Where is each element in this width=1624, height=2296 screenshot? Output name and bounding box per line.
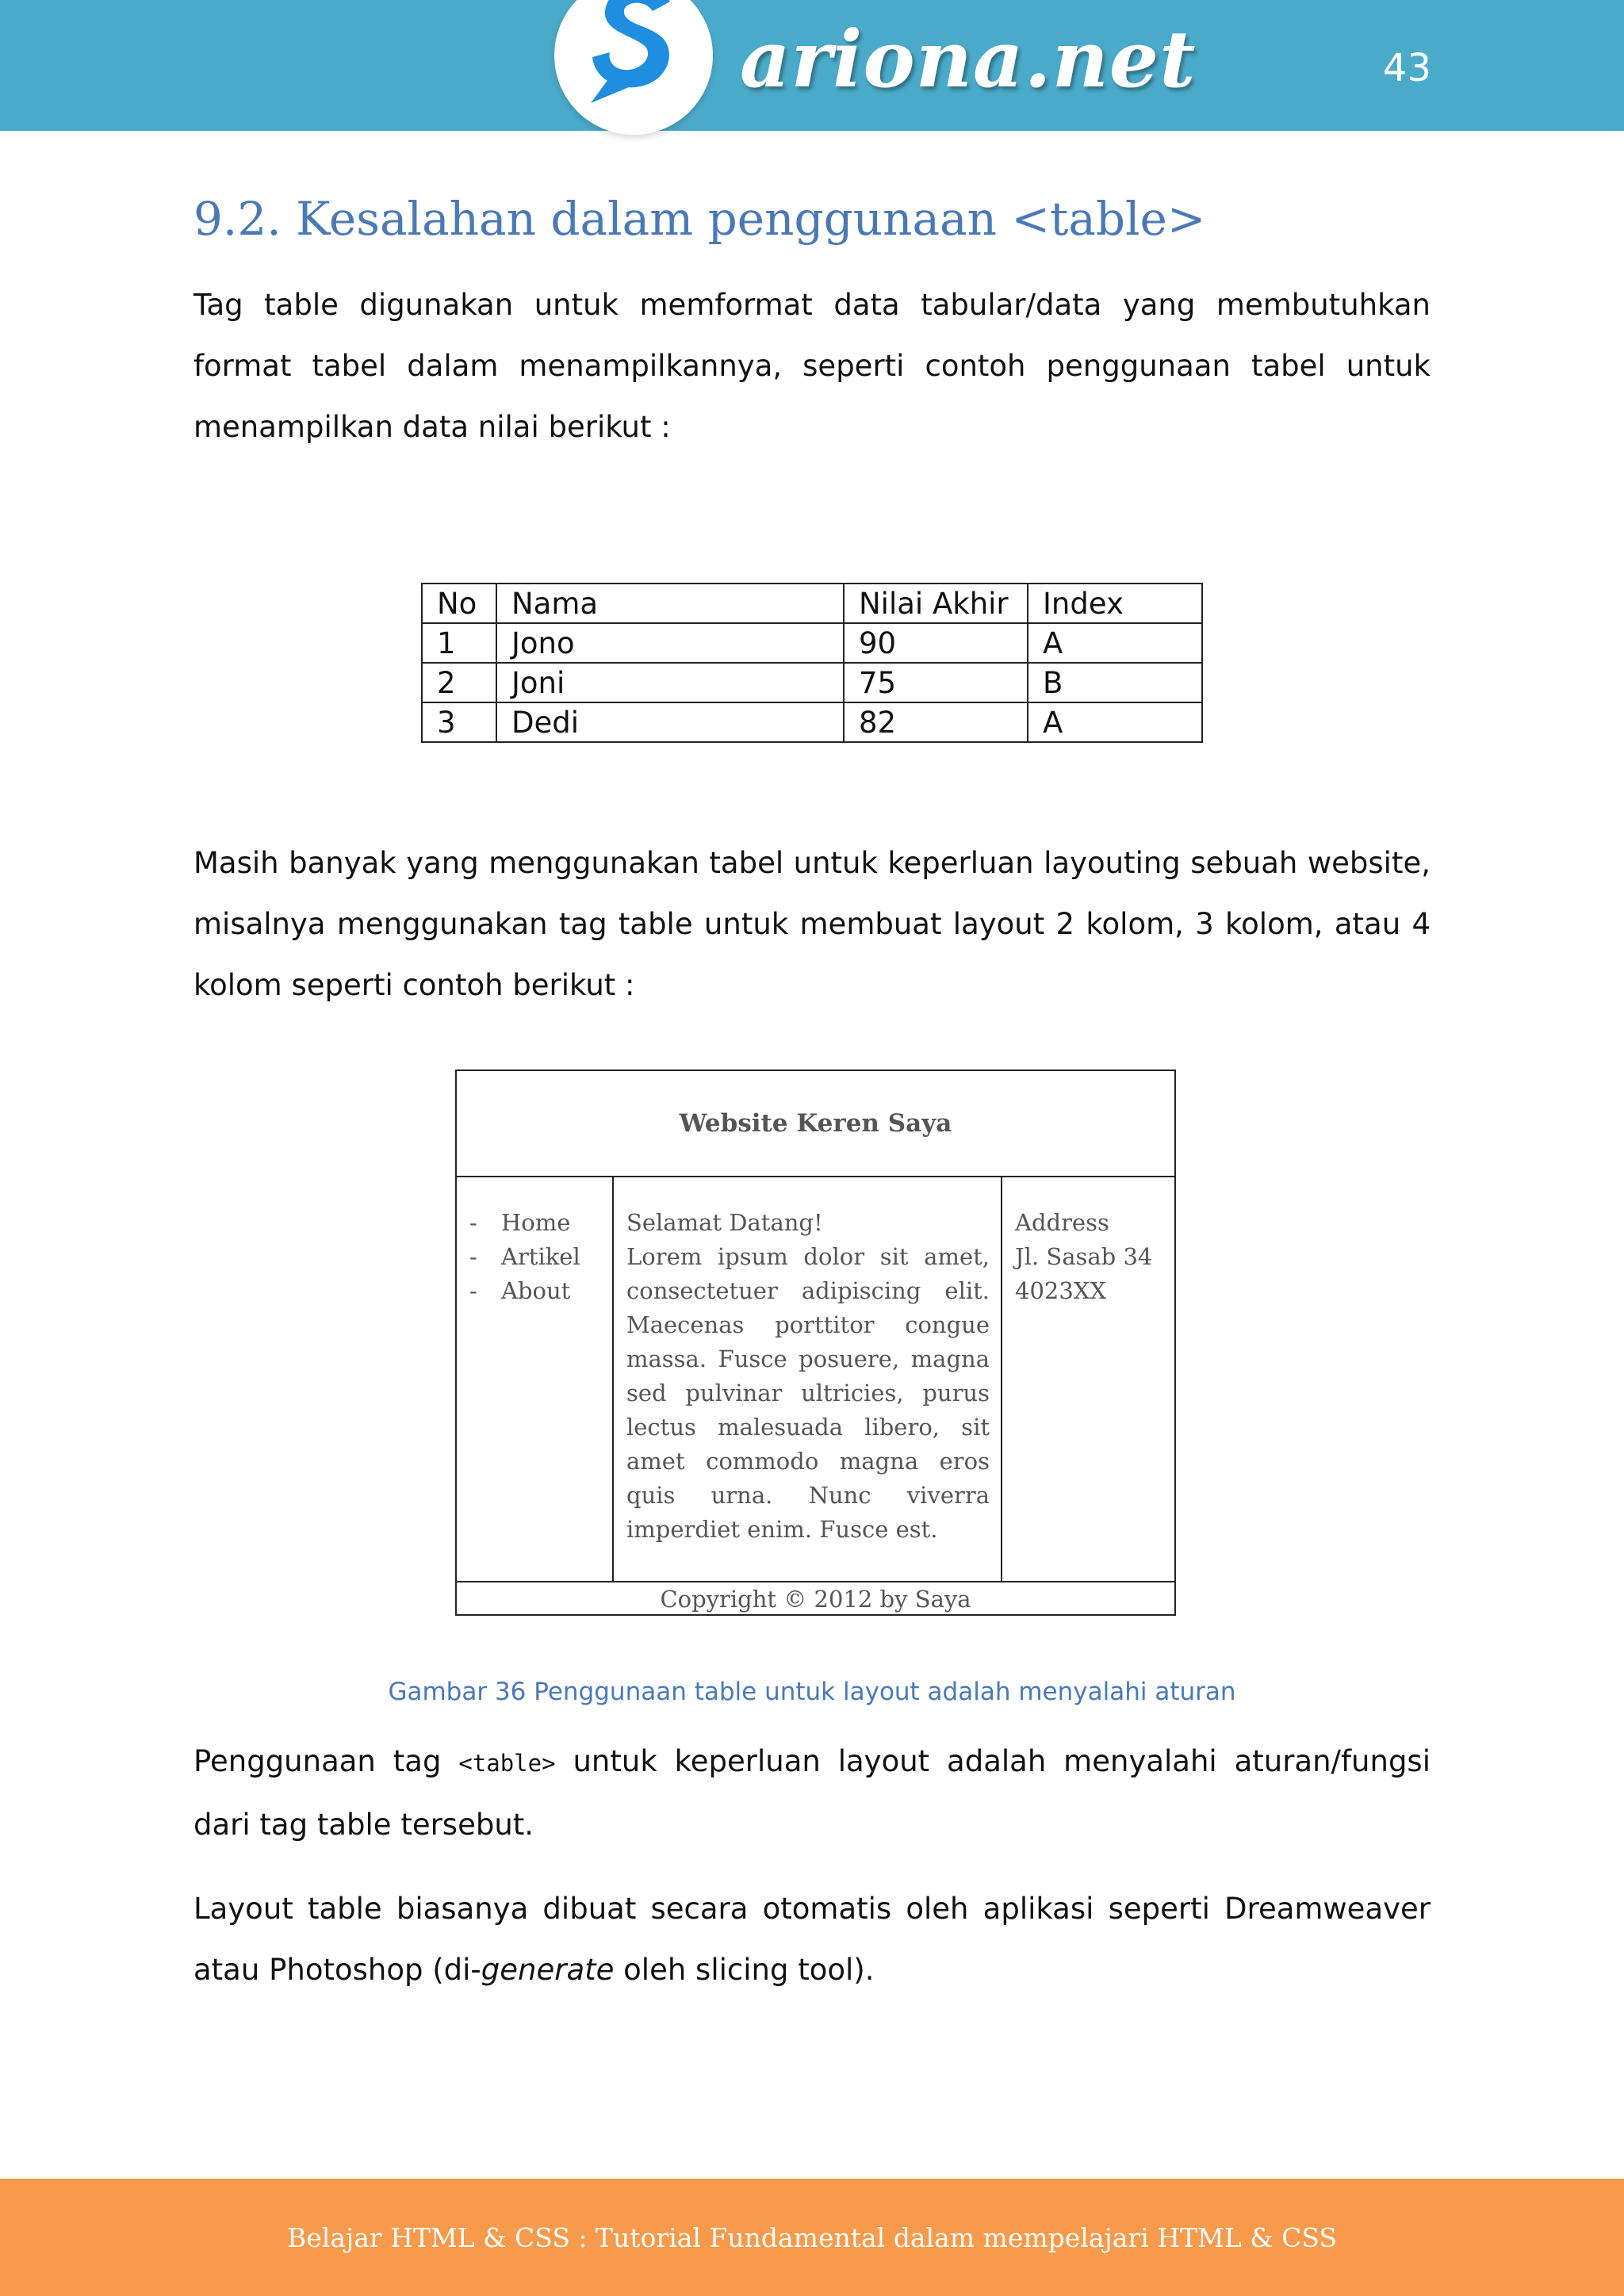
grades-table (421, 583, 1203, 743)
nav-label: About (501, 1277, 571, 1304)
nav-label: Home (501, 1209, 571, 1236)
generated-text-before: Layout table biasanya dibuat secara otomatis oleh aplikasi seperti Dreamweaver atau Photoshop (di- (193, 1892, 1431, 1987)
generated-paragraph (193, 1878, 1431, 2000)
figure-body-text: Lorem ipsum dolor sit amet, consectetuer adipiscing elit. Maecenas porttitor congue massa. Fusce posuere, magna sed pulvinar ultricies, purus lectus malesuada libero, sit amet commodo magna eros quis urna. Nunc viverra imperdiet enim. Fusce est. (626, 1243, 990, 1543)
page-number: 43 (1382, 46, 1431, 90)
generated-text-after: oleh slicing tool). (614, 1953, 875, 1987)
figure-nav-item (469, 1206, 612, 1240)
nav-dash: - (469, 1277, 477, 1304)
figure-nav-column (457, 1177, 614, 1581)
misuse-text-before: Penggunaan tag (193, 1744, 459, 1778)
figure-address-column (1002, 1177, 1174, 1581)
inline-code: <table> (458, 1750, 556, 1777)
table-cell: 75 (844, 663, 1028, 702)
figure-content-column (614, 1177, 1002, 1581)
section-title: 9.2. Kesalahan dalam penggunaan <table> (193, 192, 1206, 246)
column-header: Nama (496, 584, 844, 623)
nav-dash: - (469, 1209, 477, 1236)
figure-copyright: Copyright © 2012 by Saya (457, 1581, 1174, 1616)
figure-address-line: 4023XX (1015, 1277, 1107, 1304)
figure-nav-item (469, 1240, 612, 1274)
site-logo[interactable] (551, 0, 1197, 147)
table-row (422, 663, 1202, 702)
table-layout-figure (455, 1070, 1176, 1616)
table-cell: 1 (422, 623, 496, 663)
table-cell: Dedi (496, 702, 844, 742)
table-cell: A (1028, 623, 1202, 663)
column-header: Index (1028, 584, 1202, 623)
table-cell: 82 (844, 702, 1028, 742)
table-row (422, 702, 1202, 742)
figure-nav-item (469, 1274, 612, 1308)
nav-label: Artikel (501, 1243, 580, 1270)
figure-address-line: Address (1015, 1209, 1109, 1236)
speech-bubble-logo-icon (576, 0, 703, 105)
column-header: No (422, 584, 496, 623)
emphasis-text: generate (481, 1953, 615, 1987)
nav-dash: - (469, 1243, 477, 1270)
figure-site-title: Website Keren Saya (457, 1071, 1174, 1177)
header-bar (0, 0, 1624, 131)
table-cell: 3 (422, 702, 496, 742)
misuse-paragraph (193, 1731, 1431, 1855)
table-cell: A (1028, 702, 1202, 742)
table-cell: 90 (844, 623, 1028, 663)
logo-badge (554, 0, 713, 135)
table-cell: B (1028, 663, 1202, 702)
misuse-text-after: untuk keperluan layout adalah menyalahi aturan/fungsi dari tag table tersebut. (193, 1744, 1431, 1842)
figure-welcome: Selamat Datang! (626, 1209, 823, 1236)
figure-address-line: Jl. Sasab 34 (1015, 1243, 1153, 1270)
table-header-row (422, 584, 1202, 623)
logo-wordmark: ariona.net (740, 14, 1197, 105)
footer-text: Belajar HTML & CSS : Tutorial Fundamental dalam mempelajari HTML & CSS (287, 2221, 1337, 2253)
figure-caption: Gambar 36 Penggunaan table untuk layout adalah menyalahi aturan (388, 1678, 1236, 1706)
column-header: Nilai Akhir (844, 584, 1028, 623)
table-cell: Joni (496, 663, 844, 702)
intro-paragraph: Tag table digunakan untuk memformat data tabular/data yang membutuhkan format tabel dalam menampilkannya, seperti contoh penggunaan tabel untuk menampilkan data nilai berikut : (193, 288, 1431, 444)
table-cell: Jono (496, 623, 844, 663)
table-row (422, 623, 1202, 663)
table-cell: 2 (422, 663, 496, 702)
layout-paragraph: Masih banyak yang menggunakan tabel untuk keperluan layouting sebuah website, misalnya menggunakan tag table untuk membuat layout 2 kolom, 3 kolom, atau 4 kolom seperti contoh berikut : (193, 846, 1431, 1002)
footer-bar (0, 2179, 1624, 2296)
